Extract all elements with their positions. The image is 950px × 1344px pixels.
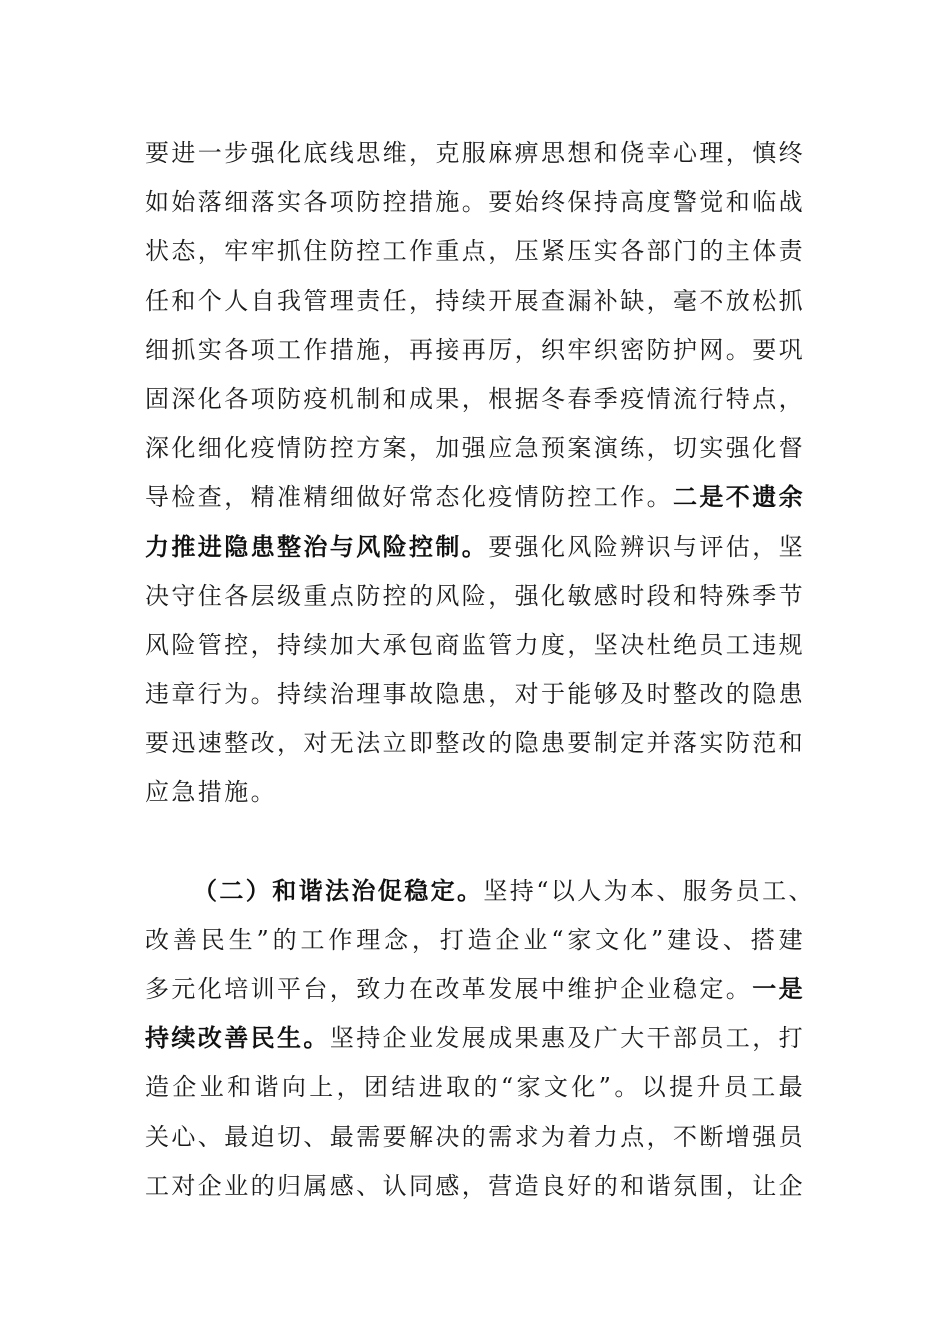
text-line: 关心、最迫切、最需要解决的需求为着力点，不断增强员	[145, 1122, 805, 1151]
bold-heading-run: 力推进隐患整治与风险控制。	[145, 532, 489, 561]
text-line: 固深化各项防疫机制和成果，根据冬春季疫情流行特点，	[145, 384, 805, 413]
text-run: 导检查，精准精细做好常态化疫情防控工作。	[145, 483, 673, 512]
section-heading: （二）和谐法治促稳定。	[193, 876, 484, 905]
bold-heading-run: 一是	[752, 975, 806, 1003]
text-line	[145, 473, 805, 522]
text-line: 改善民生”的工作理念，打造企业“家文化”建设、搭建	[145, 925, 805, 954]
text-line: 要进一步强化底线思维，克服麻痹思想和侥幸心理，慎终	[145, 139, 805, 167]
text-line: 应急措施。	[145, 778, 277, 807]
text-run: 坚持企业发展成果惠及广大干部员工，打	[329, 1024, 806, 1053]
text-line: 要迅速整改，对无法立即整改的隐患要制定并落实防范和	[145, 729, 805, 758]
text-line: 工对企业的归属感、认同感，营造良好的和谐氛围，让企	[145, 1171, 805, 1200]
text-line: 违章行为。持续治理事故隐患，对于能够及时整改的隐患	[145, 680, 805, 709]
text-line	[145, 523, 805, 572]
text-line: 状态，牢牢抓住防控工作重点，压紧压实各部门的主体责	[145, 237, 805, 266]
text-line: 如始落细落实各项防控措施。要始终保持高度警觉和临战	[145, 188, 805, 217]
text-line: 决守住各层级重点防控的风险，强化敏感时段和特殊季节	[145, 581, 805, 610]
bold-heading-run: 二是不遗余	[673, 483, 805, 512]
text-line: 细抓实各项工作措施，再接再厉，织牢织密防护网。要巩	[145, 335, 805, 364]
text-line: 风险管控，持续加大承包商监管力度，坚决杜绝员工违规	[145, 630, 805, 659]
text-run: 多元化培训平台，致力在改革发展中维护企业稳定。	[145, 975, 753, 1003]
text-line: 任和个人自我管理责任，持续开展查漏补缺，毫不放松抓	[145, 286, 805, 315]
text-run: 坚持“以人为本、服务员工、	[483, 876, 815, 905]
text-line: 造企业和谐向上，团结进取的“家文化”。以提升员工最	[145, 1073, 805, 1102]
text-line	[145, 1014, 805, 1063]
text-line	[145, 965, 805, 1014]
text-run: 要强化风险辨识与评估，坚	[488, 532, 806, 561]
text-line	[145, 867, 815, 916]
text-line: 深化细化疫情防控方案，加强应急预案演练，切实强化督	[145, 434, 805, 463]
paragraph-gap	[145, 818, 805, 867]
bold-heading-run: 持续改善民生。	[145, 1024, 330, 1053]
body-text	[145, 129, 815, 1211]
